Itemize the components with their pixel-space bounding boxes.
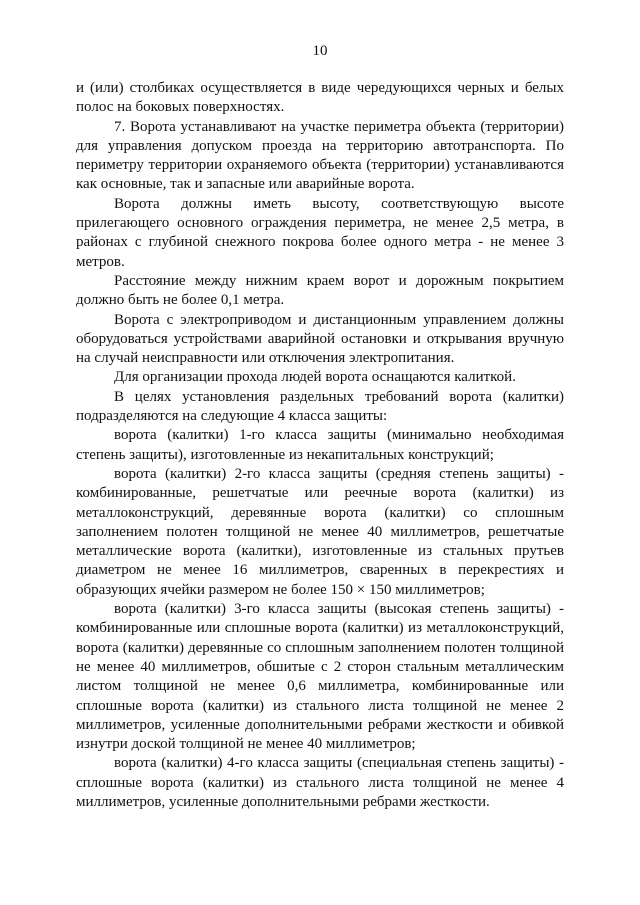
paragraph-gates-clearance: Расстояние между нижним краем ворот и дорожным покрытием должно быть не более 0,1 метра. (76, 272, 564, 309)
paragraph-protection-classes: В целях установления раздельных требований ворота (калитки) подразделяются на следующие 4 класса защиты: (76, 388, 564, 425)
paragraph-class-2: ворота (калитки) 2-го класса защиты (средняя степень защиты) - комбинированные, решетчатые или реечные ворота (калитки) из металлоконструкций, деревянные ворота (калитки) со сплошным заполнением полотен толщиной не менее 40 миллиметров, решетчатые металлические ворота (калитки), изготовленные из стальных прутьев диаметром не менее 16 миллиметров, сваренных в перекрестиях и образующих ячейки размером не более 150 × 150 миллиметров; (76, 465, 564, 598)
page-number: 10 (312, 43, 328, 59)
paragraph-wicket: Для организации прохода людей ворота оснащаются калиткой. (114, 369, 516, 386)
paragraph-electric-gates: Ворота с электроприводом и дистанционным управлением должны оборудоваться устройствами аварийной остановки и открывания вручную на случай неисправности или отключения электропитания. (76, 311, 564, 367)
paragraph-continuation: и (или) столбиках осуществляется в виде чередующихся черных и белых полос на боковых поверхностях. (76, 80, 564, 116)
paragraph-class-4: ворота (калитки) 4-го класса защиты (специальная степень защиты) - сплошные ворота (калитки) из стального листа толщиной не менее 4 миллиметров, усиленные дополнительными ребрами жесткости. (76, 755, 564, 810)
paragraph-gates-installation: 7. Ворота устанавливают на участке периметра объекта (территории) для управления допуском проезда на территорию автотранспорта. По периметру территории охраняемого объекта (территории) устанавливаются как основные, так и запасные или аварийные ворота. (76, 118, 564, 193)
paragraph-gates-height: Ворота должны иметь высоту, соответствующую высоте прилегающего основного ограждения периметра, не менее 2,5 метра, в районах с глубиной снежного покрова более одного метра - не менее 3 метров. (76, 195, 564, 270)
paragraph-class-3: ворота (калитки) 3-го класса защиты (высокая степень защиты) - комбинированные или сплошные ворота (калитки) из металлоконструкций, ворота (калитки) деревянные со сплошным заполнением полотен толщиной не менее 40 миллиметров, обшитые с 2 сторон стальным металлическим листом толщиной не менее 0,6 миллиметра, комбинированные или сплошные ворота (калитки) из стального листа толщиной не менее 2 миллиметров, усиленные дополнительными ребрами жесткости и обивкой изнутри доской толщиной не менее 40 миллиметров; (76, 601, 564, 753)
page-body (76, 79, 564, 812)
paragraph-class-1: ворота (калитки) 1-го класса защиты (минимально необходимая степень защиты), изготовленные из некапитальных конструкций; (76, 427, 564, 463)
